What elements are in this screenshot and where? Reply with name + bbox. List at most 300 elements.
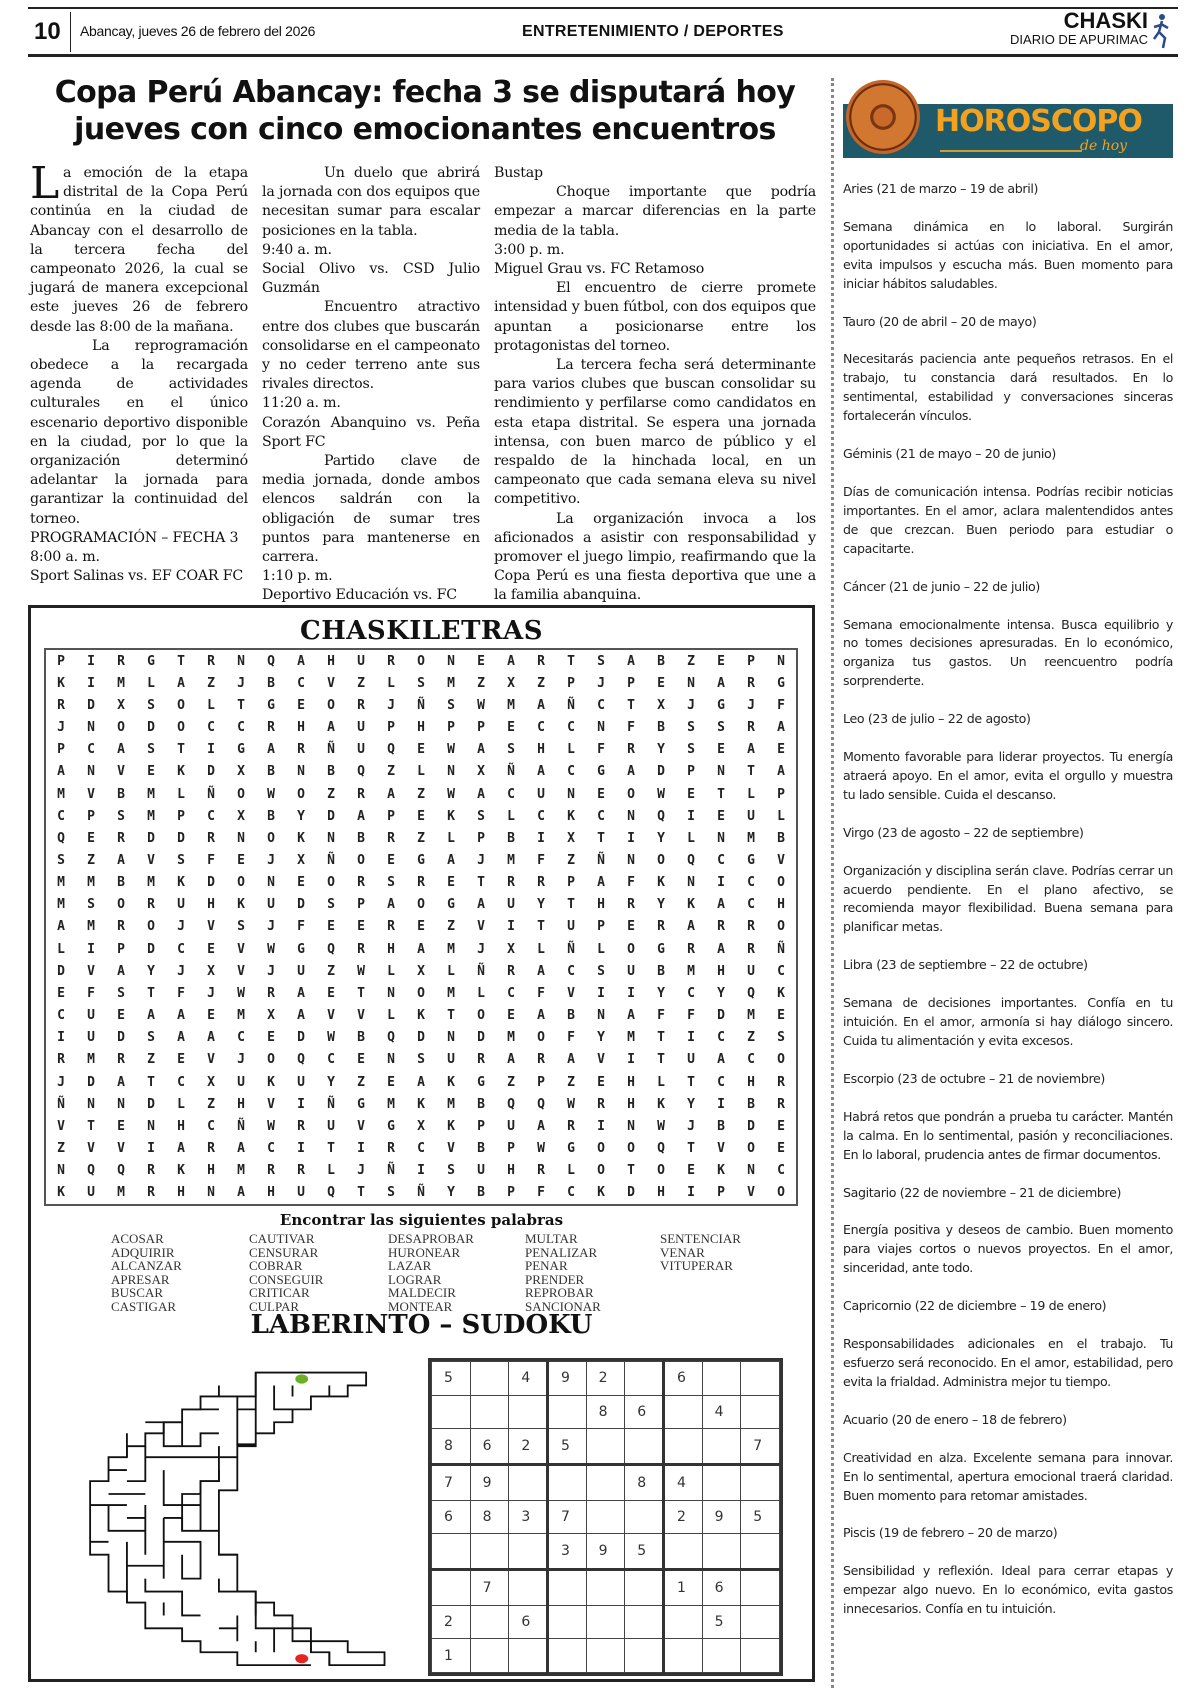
wordsearch-letter[interactable]: I (597, 1118, 605, 1134)
wordsearch-letter[interactable]: O (657, 1163, 665, 1179)
wordsearch-letter[interactable]: Z (417, 830, 425, 846)
wordsearch-letter[interactable]: M (237, 1008, 245, 1024)
wordsearch-letter[interactable]: C (417, 1141, 425, 1157)
wordsearch-letter[interactable]: L (687, 830, 695, 846)
wordsearch-letter[interactable]: P (507, 1141, 515, 1157)
wordsearch-letter[interactable]: E (417, 742, 425, 758)
wordsearch-letter[interactable]: W (657, 1118, 665, 1134)
wordsearch-letter[interactable]: E (687, 786, 695, 802)
wordsearch-letter[interactable]: A (777, 720, 785, 736)
wordsearch-letter[interactable]: A (567, 1052, 575, 1068)
wordsearch-letter[interactable]: N (627, 852, 635, 868)
wordsearch-letter[interactable]: B (267, 764, 275, 780)
wordsearch-letter[interactable]: K (57, 675, 65, 691)
sudoku-cell[interactable] (741, 1639, 780, 1673)
wordsearch-letter[interactable]: R (357, 875, 365, 891)
wordsearch-letter[interactable]: E (417, 808, 425, 824)
wordsearch-letter[interactable]: K (177, 1163, 185, 1179)
wordsearch-letter[interactable]: E (717, 653, 725, 669)
wordsearch-letter[interactable]: M (237, 1163, 245, 1179)
wordsearch-letter[interactable]: Q (327, 1185, 335, 1201)
wordsearch-letter[interactable]: B (477, 1096, 485, 1112)
wordsearch-letter[interactable]: S (387, 1185, 395, 1201)
wordsearch-letter[interactable]: R (747, 941, 755, 957)
wordsearch-letter[interactable]: H (717, 963, 725, 979)
wordsearch-letter[interactable]: K (777, 985, 785, 1001)
sudoku-cell[interactable] (625, 1569, 664, 1605)
wordsearch-letter[interactable]: A (537, 764, 545, 780)
wordsearch-letter[interactable]: A (297, 653, 305, 669)
wordsearch-letter[interactable]: R (297, 1163, 305, 1179)
wordsearch-letter[interactable]: Z (537, 675, 545, 691)
wordsearch-letter[interactable]: G (147, 653, 155, 669)
wordsearch-letter[interactable]: O (237, 786, 245, 802)
wordsearch-letter[interactable]: O (597, 1163, 605, 1179)
wordsearch-letter[interactable]: F (537, 1185, 545, 1201)
wordsearch-letter[interactable]: J (687, 697, 695, 713)
wordsearch-letter[interactable]: I (597, 985, 605, 1001)
wordsearch-letter[interactable]: K (297, 830, 305, 846)
wordsearch-letter[interactable]: U (747, 963, 755, 979)
wordsearch-letter[interactable]: C (597, 697, 605, 713)
wordsearch-letter[interactable]: N (447, 764, 455, 780)
wordsearch-letter[interactable]: K (447, 1074, 455, 1090)
wordsearch-letter[interactable]: G (747, 852, 755, 868)
wordsearch-letter[interactable]: P (57, 653, 65, 669)
sudoku-cell[interactable] (702, 1362, 741, 1396)
wordsearch-letter[interactable]: L (387, 675, 395, 691)
wordsearch-letter[interactable]: N (627, 1118, 635, 1134)
wordsearch-letter[interactable]: R (357, 697, 365, 713)
sudoku-cell[interactable] (663, 1429, 702, 1465)
wordsearch-letter[interactable]: S (507, 742, 515, 758)
wordsearch-letter[interactable]: U (87, 1030, 95, 1046)
sudoku-cell[interactable] (625, 1639, 664, 1673)
wordsearch-letter[interactable]: R (597, 1096, 605, 1112)
wordsearch-letter[interactable]: F (627, 875, 635, 891)
wordsearch-letter[interactable]: U (87, 1008, 95, 1024)
wordsearch-letter[interactable]: U (177, 897, 185, 913)
wordsearch-letter[interactable]: V (147, 852, 155, 868)
wordsearch-letter[interactable]: I (297, 1141, 305, 1157)
sudoku-cell[interactable]: 5 (547, 1429, 586, 1465)
wordsearch-letter[interactable]: E (147, 764, 155, 780)
wordsearch-letter[interactable]: Ñ (327, 1096, 335, 1112)
sudoku-cell[interactable] (702, 1639, 741, 1673)
wordsearch-letter[interactable]: Z (207, 675, 215, 691)
wordsearch-letter[interactable]: B (657, 720, 665, 736)
wordsearch-letter[interactable]: W (267, 941, 275, 957)
wordsearch-letter[interactable]: V (87, 1141, 95, 1157)
wordsearch-letter[interactable]: Z (147, 1052, 155, 1068)
sudoku-cell[interactable] (741, 1362, 780, 1396)
wordsearch-letter[interactable]: P (687, 764, 695, 780)
wordsearch-letter[interactable]: B (357, 1030, 365, 1046)
wordsearch-letter[interactable]: O (777, 1185, 785, 1201)
wordsearch-letter[interactable]: P (477, 1118, 485, 1134)
wordsearch-letter[interactable]: M (687, 963, 695, 979)
sudoku-cell[interactable] (663, 1534, 702, 1570)
sudoku-cell[interactable] (625, 1500, 664, 1534)
wordsearch-letter[interactable]: C (297, 675, 305, 691)
wordsearch-letter[interactable]: N (777, 653, 785, 669)
wordsearch-letter[interactable]: B (747, 1096, 755, 1112)
wordsearch-letter[interactable]: T (147, 985, 155, 1001)
wordsearch-letter[interactable]: Ñ (567, 697, 575, 713)
wordsearch-letter[interactable]: C (507, 786, 515, 802)
wordsearch-letter[interactable]: K (717, 1163, 725, 1179)
wordsearch-letter[interactable]: E (597, 1074, 605, 1090)
wordsearch-letter[interactable]: I (297, 1096, 305, 1112)
sudoku-cell[interactable]: 7 (432, 1464, 471, 1500)
wordsearch-letter[interactable]: W (537, 1141, 545, 1157)
wordsearch-letter[interactable]: U (357, 742, 365, 758)
sudoku-cell[interactable]: 7 (470, 1569, 509, 1605)
wordsearch-letter[interactable]: F (627, 720, 635, 736)
wordsearch-letter[interactable]: U (297, 1185, 305, 1201)
wordsearch-letter[interactable]: A (717, 1052, 725, 1068)
sudoku-cell[interactable] (432, 1569, 471, 1605)
wordsearch-letter[interactable]: A (717, 897, 725, 913)
wordsearch-letter[interactable]: Ñ (777, 941, 785, 957)
wordsearch-letter[interactable]: C (57, 1008, 65, 1024)
wordsearch-letter[interactable]: H (177, 1185, 185, 1201)
wordsearch-letter[interactable]: B (477, 1185, 485, 1201)
sudoku-cell[interactable] (509, 1464, 548, 1500)
wordsearch-letter[interactable]: E (267, 1030, 275, 1046)
wordsearch-letter[interactable]: B (327, 764, 335, 780)
wordsearch-letter[interactable]: C (327, 1052, 335, 1068)
sudoku-cell[interactable] (509, 1639, 548, 1673)
sudoku-cell[interactable] (432, 1534, 471, 1570)
wordsearch-letter[interactable]: X (237, 764, 245, 780)
wordsearch-letter[interactable]: Z (57, 1141, 65, 1157)
wordsearch-letter[interactable]: C (267, 1141, 275, 1157)
wordsearch-letter[interactable]: S (777, 1030, 785, 1046)
wordsearch-letter[interactable]: L (177, 786, 185, 802)
wordsearch-letter[interactable]: M (747, 830, 755, 846)
sudoku-cell[interactable]: 7 (741, 1429, 780, 1465)
wordsearch-letter[interactable]: D (57, 963, 65, 979)
wordsearch-letter[interactable]: E (357, 919, 365, 935)
wordsearch-letter[interactable]: A (717, 941, 725, 957)
wordsearch-letter[interactable]: D (87, 1074, 95, 1090)
wordsearch-letter[interactable]: R (627, 742, 635, 758)
sudoku-cell[interactable] (586, 1569, 625, 1605)
wordsearch-letter[interactable]: T (327, 1141, 335, 1157)
wordsearch-letter[interactable]: G (267, 697, 275, 713)
wordsearch-letter[interactable]: R (207, 653, 215, 669)
wordsearch-letter[interactable]: E (777, 1141, 785, 1157)
wordsearch-letter[interactable]: J (57, 720, 65, 736)
wordsearch-letter[interactable]: R (147, 1185, 155, 1201)
wordsearch-letter[interactable]: E (237, 852, 245, 868)
wordsearch-letter[interactable]: A (177, 675, 185, 691)
wordsearch-letter[interactable]: S (447, 1163, 455, 1179)
sudoku-cell[interactable] (741, 1534, 780, 1570)
wordsearch-letter[interactable]: J (387, 697, 395, 713)
wordsearch-letter[interactable]: B (117, 875, 125, 891)
wordsearch-letter[interactable]: Z (357, 1074, 365, 1090)
sudoku-cell[interactable]: 6 (625, 1395, 664, 1429)
wordsearch-letter[interactable]: M (117, 675, 125, 691)
sudoku-cell[interactable]: 8 (625, 1464, 664, 1500)
wordsearch-letter[interactable]: V (117, 764, 125, 780)
wordsearch-letter[interactable]: S (687, 720, 695, 736)
wordsearch-letter[interactable]: Q (537, 1096, 545, 1112)
wordsearch-letter[interactable]: Ñ (597, 852, 605, 868)
wordsearch-letter[interactable]: K (57, 1185, 65, 1201)
sudoku-cell[interactable]: 4 (702, 1395, 741, 1429)
wordsearch-letter[interactable]: R (747, 675, 755, 691)
wordsearch-letter[interactable]: C (567, 720, 575, 736)
wordsearch-letter[interactable]: G (777, 675, 785, 691)
wordsearch-letter[interactable]: D (147, 830, 155, 846)
wordsearch-letter[interactable]: E (657, 675, 665, 691)
wordsearch-letter[interactable]: L (777, 808, 785, 824)
wordsearch-letter[interactable]: E (117, 1008, 125, 1024)
wordsearch-letter[interactable]: T (567, 897, 575, 913)
wordsearch-letter[interactable]: V (357, 1008, 365, 1024)
wordsearch-letter[interactable]: T (567, 653, 575, 669)
wordsearch-letter[interactable]: C (237, 1030, 245, 1046)
wordsearch-letter[interactable]: D (147, 1096, 155, 1112)
wordsearch-letter[interactable]: N (297, 764, 305, 780)
sudoku-cell[interactable] (547, 1605, 586, 1639)
wordsearch-letter[interactable]: R (387, 830, 395, 846)
sudoku-cell[interactable]: 2 (663, 1500, 702, 1534)
wordsearch-letter[interactable]: U (567, 919, 575, 935)
wordsearch-letter[interactable]: U (357, 653, 365, 669)
wordsearch-letter[interactable]: B (267, 808, 275, 824)
wordsearch-letter[interactable]: I (687, 1030, 695, 1046)
wordsearch-letter[interactable]: H (657, 1185, 665, 1201)
wordsearch-letter[interactable]: J (597, 675, 605, 691)
wordsearch-letter[interactable]: D (297, 897, 305, 913)
wordsearch-letter[interactable]: O (417, 985, 425, 1001)
wordsearch-letter[interactable]: A (747, 742, 755, 758)
wordsearch-letter[interactable]: M (447, 985, 455, 1001)
sudoku-cell[interactable] (470, 1639, 509, 1673)
wordsearch-letter[interactable]: E (327, 985, 335, 1001)
wordsearch-letter[interactable]: V (57, 1118, 65, 1134)
sudoku-cell[interactable] (547, 1464, 586, 1500)
wordsearch-letter[interactable]: A (297, 985, 305, 1001)
wordsearch-letter[interactable]: R (387, 919, 395, 935)
wordsearch-letter[interactable]: W (657, 786, 665, 802)
wordsearch-letter[interactable]: S (597, 653, 605, 669)
wordsearch-letter[interactable]: A (777, 764, 785, 780)
wordsearch-letter[interactable]: C (537, 720, 545, 736)
wordsearch-letter[interactable]: B (777, 830, 785, 846)
wordsearch-letter[interactable]: O (177, 720, 185, 736)
wordsearch-letter[interactable]: K (447, 808, 455, 824)
wordsearch-letter[interactable]: R (717, 919, 725, 935)
wordsearch-letter[interactable]: R (117, 830, 125, 846)
wordsearch-letter[interactable]: R (267, 720, 275, 736)
wordsearch-letter[interactable]: P (177, 808, 185, 824)
wordsearch-letter[interactable]: F (597, 742, 605, 758)
wordsearch-letter[interactable]: K (177, 764, 185, 780)
wordsearch-letter[interactable]: S (417, 1052, 425, 1068)
wordsearch-letter[interactable]: Ñ (507, 764, 515, 780)
wordsearch-letter[interactable]: J (477, 852, 485, 868)
wordsearch-letter[interactable]: G (477, 1074, 485, 1090)
wordsearch-letter[interactable]: B (657, 653, 665, 669)
wordsearch-letter[interactable]: A (237, 1185, 245, 1201)
sudoku-cell[interactable]: 7 (547, 1500, 586, 1534)
wordsearch-letter[interactable]: Q (657, 808, 665, 824)
wordsearch-letter[interactable]: S (327, 897, 335, 913)
wordsearch-letter[interactable]: I (207, 742, 215, 758)
wordsearch-letter[interactable]: D (327, 808, 335, 824)
sudoku-cell[interactable]: 5 (625, 1534, 664, 1570)
wordsearch-letter[interactable]: R (537, 1052, 545, 1068)
wordsearch-letter[interactable]: X (297, 852, 305, 868)
wordsearch-letter[interactable]: V (207, 1052, 215, 1068)
wordsearch-letter[interactable]: X (567, 830, 575, 846)
wordsearch-letter[interactable]: S (177, 852, 185, 868)
wordsearch-letter[interactable]: U (747, 808, 755, 824)
wordsearch-letter[interactable]: R (537, 875, 545, 891)
wordsearch-letter[interactable]: E (777, 742, 785, 758)
wordsearch-letter[interactable]: E (447, 875, 455, 891)
wordsearch-letter[interactable]: E (117, 1118, 125, 1134)
wordsearch-letter[interactable]: Ñ (387, 1163, 395, 1179)
wordsearch-letter[interactable]: N (147, 1118, 155, 1134)
wordsearch-letter[interactable]: Ñ (57, 1096, 65, 1112)
wordsearch-letter[interactable]: A (297, 1008, 305, 1024)
wordsearch-letter[interactable]: A (687, 919, 695, 935)
wordsearch-letter[interactable]: A (507, 1052, 515, 1068)
wordsearch-letter[interactable]: E (387, 1074, 395, 1090)
wordsearch-letter[interactable]: Z (387, 764, 395, 780)
wordsearch-letter[interactable]: R (537, 1163, 545, 1179)
wordsearch-letter[interactable]: I (147, 1141, 155, 1157)
wordsearch-letter[interactable]: T (147, 1074, 155, 1090)
wordsearch-letter[interactable]: V (87, 963, 95, 979)
wordsearch-letter[interactable]: Z (567, 852, 575, 868)
wordsearch-letter[interactable]: T (597, 830, 605, 846)
wordsearch-letter[interactable]: Y (147, 963, 155, 979)
wordsearch-letter[interactable]: J (267, 852, 275, 868)
wordsearch-letter[interactable]: M (447, 675, 455, 691)
wordsearch-letter[interactable]: V (477, 919, 485, 935)
wordsearch-letter[interactable]: C (207, 808, 215, 824)
wordsearch-letter[interactable]: O (627, 1141, 635, 1157)
wordsearch-letter[interactable]: N (87, 720, 95, 736)
wordsearch-letter[interactable]: X (417, 963, 425, 979)
wordsearch-letter[interactable]: C (717, 1030, 725, 1046)
wordsearch-letter[interactable]: E (717, 742, 725, 758)
wordsearch-letter[interactable]: P (387, 720, 395, 736)
wordsearch-letter[interactable]: T (627, 697, 635, 713)
wordsearch-letter[interactable]: V (87, 786, 95, 802)
wordsearch-letter[interactable]: B (717, 1118, 725, 1134)
wordsearch-letter[interactable]: O (417, 653, 425, 669)
wordsearch-letter[interactable]: R (267, 1163, 275, 1179)
wordsearch-letter[interactable]: K (597, 1185, 605, 1201)
wordsearch-letter[interactable]: M (387, 1096, 395, 1112)
sudoku-cell[interactable]: 8 (432, 1429, 471, 1465)
wordsearch-letter[interactable]: W (267, 1118, 275, 1134)
wordsearch-letter[interactable]: N (747, 1163, 755, 1179)
wordsearch-letter[interactable]: J (747, 697, 755, 713)
wordsearch-letter[interactable]: E (597, 786, 605, 802)
wordsearch-letter[interactable]: X (207, 963, 215, 979)
wordsearch-letter[interactable]: R (777, 1096, 785, 1112)
wordsearch-letter[interactable]: F (177, 985, 185, 1001)
wordsearch-letter[interactable]: H (627, 1096, 635, 1112)
wordsearch-letter[interactable]: X (207, 1074, 215, 1090)
wordsearch-letter[interactable]: U (357, 720, 365, 736)
wordsearch-letter[interactable]: D (417, 1030, 425, 1046)
wordsearch-letter[interactable]: C (537, 808, 545, 824)
wordsearch-letter[interactable]: O (327, 697, 335, 713)
wordsearch-letter[interactable]: Y (537, 897, 545, 913)
wordsearch-letter[interactable]: A (237, 1141, 245, 1157)
wordsearch-letter[interactable]: F (537, 985, 545, 1001)
wordsearch-letter[interactable]: A (627, 653, 635, 669)
wordsearch-letter[interactable]: N (717, 764, 725, 780)
sudoku-cell[interactable] (586, 1639, 625, 1673)
wordsearch-letter[interactable]: Q (357, 764, 365, 780)
wordsearch-letter[interactable]: C (777, 1163, 785, 1179)
wordsearch-letter[interactable]: Q (87, 1163, 95, 1179)
wordsearch-letter[interactable]: D (147, 941, 155, 957)
wordsearch-letter[interactable]: T (177, 653, 185, 669)
wordsearch-letter[interactable]: I (627, 985, 635, 1001)
wordsearch-letter[interactable]: A (447, 852, 455, 868)
wordsearch-letter[interactable]: E (327, 919, 335, 935)
wordsearch-letter[interactable]: C (597, 808, 605, 824)
wordsearch-letter[interactable]: Ñ (327, 742, 335, 758)
wordsearch-letter[interactable]: R (207, 1141, 215, 1157)
wordsearch-letter[interactable]: V (327, 1008, 335, 1024)
wordsearch-letter[interactable]: I (507, 919, 515, 935)
wordsearch-letter[interactable]: X (237, 808, 245, 824)
wordsearch-letter[interactable]: Z (357, 675, 365, 691)
wordsearch-letter[interactable]: G (417, 852, 425, 868)
wordsearch-letter[interactable]: M (507, 697, 515, 713)
wordsearch-letter[interactable]: D (747, 1118, 755, 1134)
wordsearch-letter[interactable]: L (507, 808, 515, 824)
wordsearch-letter[interactable]: A (117, 852, 125, 868)
wordsearch-letter[interactable]: E (177, 1052, 185, 1068)
wordsearch-letter[interactable]: E (717, 808, 725, 824)
sudoku-cell[interactable]: 8 (586, 1395, 625, 1429)
sudoku-cell[interactable] (470, 1362, 509, 1396)
wordsearch-letter[interactable]: C (237, 720, 245, 736)
wordsearch-letter[interactable]: Q (507, 1096, 515, 1112)
wordsearch-letter[interactable]: T (717, 786, 725, 802)
wordsearch-letter[interactable]: E (507, 720, 515, 736)
wordsearch-letter[interactable]: Q (297, 1052, 305, 1068)
wordsearch-letter[interactable]: L (327, 1163, 335, 1179)
wordsearch-letter[interactable]: W (447, 742, 455, 758)
wordsearch-letter[interactable]: Y (597, 1030, 605, 1046)
wordsearch-letter[interactable]: Z (477, 675, 485, 691)
wordsearch-letter[interactable]: H (387, 941, 395, 957)
wordsearch-letter[interactable]: R (117, 1052, 125, 1068)
sudoku-cell[interactable]: 1 (663, 1569, 702, 1605)
wordsearch-letter[interactable]: R (417, 875, 425, 891)
wordsearch-letter[interactable]: Q (687, 852, 695, 868)
wordsearch-letter[interactable]: S (417, 675, 425, 691)
wordsearch-letter[interactable]: S (147, 742, 155, 758)
sudoku-cell[interactable]: 2 (509, 1429, 548, 1465)
wordsearch-letter[interactable]: Ñ (237, 1118, 245, 1134)
